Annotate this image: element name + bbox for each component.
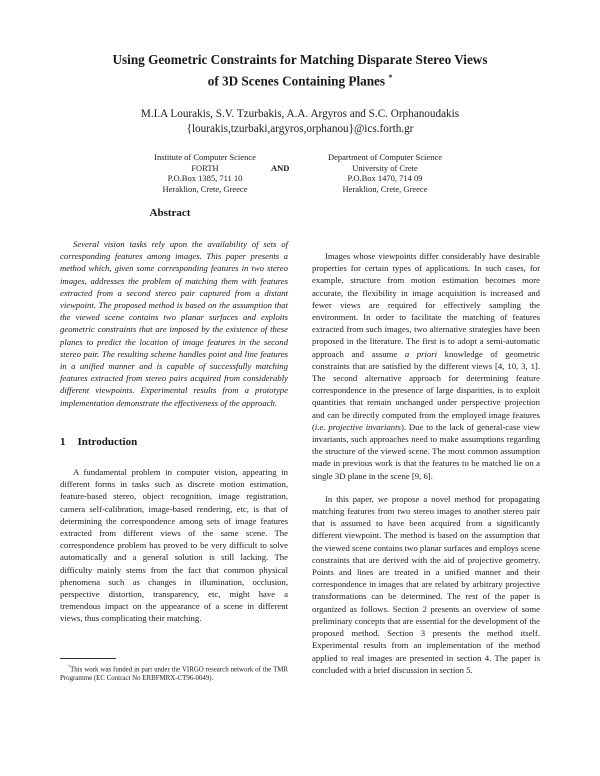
emphasis-apriori: a priori (404, 348, 438, 359)
paragraph-part: Images whose viewpoints differ considerably have desirable properties for certain types of applications. In such cases, for example, structure from motion estimation becomes more accurate, the flexibility in image acquisition is increased and fewer views are required for effectively sampling the environment. In order to facilitate the matching of features extracted from such images, two alternative strategies have been proposed in the literature. The first is to adopt a semi-automatic approach and assume (312, 251, 540, 359)
footnote-text: This work was funded in part under the VIRGO research network of the TMR Programme (EC Contract No ERBFMRX-CT96-0049). (60, 666, 288, 683)
affiliation-left (120, 152, 290, 194)
paragraph-part: knowledge of geometric constraints that are satisfied by the different views [4, 10, 3, 1]. The second alternative approach for determining feature correspondence in the presence of large disparities, is to exploit quantities that remain unchanged under perspective projection and can be directly computed from the employed image features ( (312, 348, 540, 432)
emphasis-projective-invariants: i.e. projective invariants (314, 421, 401, 432)
affiliation-right-line: P.O.Box 1470, 714 09 (347, 173, 423, 183)
affiliation-left-line: P.O.Box 1385, 711 10 (167, 173, 243, 183)
footnote-rule (60, 658, 116, 659)
section-heading (60, 436, 137, 448)
footnote-text-line (60, 662, 288, 683)
footnote (60, 662, 288, 683)
intro-paragraph: In this paper, we propose a novel method for propagating matching features from two stereo images to another stereo pair that is assumed to have been acquired from a significantly different viewpoint. The method is based on the assumption that the viewed scene contains two planar surfaces and employs scene constraints that are derived with the aid of projective geometry. Points and lines are treated in a unified manner and their correspondence in images that are related by arbitrary projective transformations can be determined. The rest of the paper is organized as follows. Section 2 presents an overview of some preliminary concepts that are essential for the development of the proposed method. Section 3 presents the method itself. Experimental results from an implementation of the method applied to real images are presented in section 4. The paper is concluded with a brief discussion in section 5. (312, 493, 540, 675)
paper-title (60, 51, 540, 90)
intro-column-left (60, 466, 288, 625)
footnote-marker: * (68, 664, 71, 669)
intro-column-right (312, 250, 540, 687)
title-line-1: Using Geometric Constraints for Matching Disparate Stereo Views (112, 52, 488, 67)
title-line-2-text: of 3D Scenes Containing Planes (207, 73, 386, 89)
affiliation-right (300, 152, 470, 194)
affiliation-connector: AND (271, 163, 290, 173)
author-block (60, 107, 540, 137)
affiliation-left-line: FORTH (191, 162, 219, 173)
affiliation-right-line: Department of Computer Science (327, 152, 442, 162)
affiliation-left-line: Heraklion, Crete, Greece (162, 183, 248, 194)
section-number: 1 (60, 436, 66, 448)
section-title: Introduction (77, 436, 138, 448)
affiliation-right-line: Heraklion, Crete, Greece (342, 183, 428, 194)
author-names: M.I.A Lourakis, S.V. Tzurbakis, A.A. Argyros and S.C. Orphanoudakis (140, 108, 460, 120)
abstract-text: Several vision tasks rely upon the availability of sets of corresponding features among images. This paper presents a method which, given some corresponding features in two stereo images, addresses the problem of matching them with features extracted from a second stereo pair captured from a distant viewpoint. The proposed method is based on the assumption that the viewed scene contains two planar surfaces and exploits geometric constraints that are imposed by the existence of these planes to predict the location of image features in the second stereo pair. The resulting scheme handles point and line features in a unified manner and is capable of successfully matching features extracted from stereo pairs acquired from considerably different viewpoints. Experimental results from a prototype implementation demonstrate the effectiveness of the approach. (60, 239, 288, 408)
abstract-heading: Abstract (149, 207, 191, 219)
affiliation-right-line: University of Crete (352, 162, 418, 173)
title-footnote-marker: * (388, 73, 393, 82)
abstract-body (60, 238, 288, 409)
paragraph-part: ). Due to the lack of general-case view invariants, such approaches need to make assumptions regarding the structure of the viewed scene. The most common assumption made in previous work is that the features to be matched lie on a single 3D plane in the scene [9, 6]. (312, 421, 541, 481)
intro-paragraph (312, 250, 540, 482)
affiliation-left-line: Institute of Computer Science (154, 152, 256, 162)
author-emails: {lourakis,tzurbaki,argyros,orphanou}@ics.forth.gr (186, 123, 414, 135)
intro-paragraph: A fundamental problem in computer vision, appearing in different forms in tasks such as discrete motion estimation, feature-based stereo, object recognition, image registration, camera self-calibration, image-based rendering, etc, is that of determining the correspondence among sets of image features extracted from different views of the same scene. The correspondence problem has proved to be very difficult to solve automatically and a general solution is still lacking. The difficulty mainly stems from the fact that common physical phenomena such as changes in illumination, occlusion, perspective distortion, transparency, etc, might have a tremendous impact on the appearance of a scene in different views, thus complicating their matching. (60, 467, 288, 624)
title-line-2 (60, 69, 540, 90)
